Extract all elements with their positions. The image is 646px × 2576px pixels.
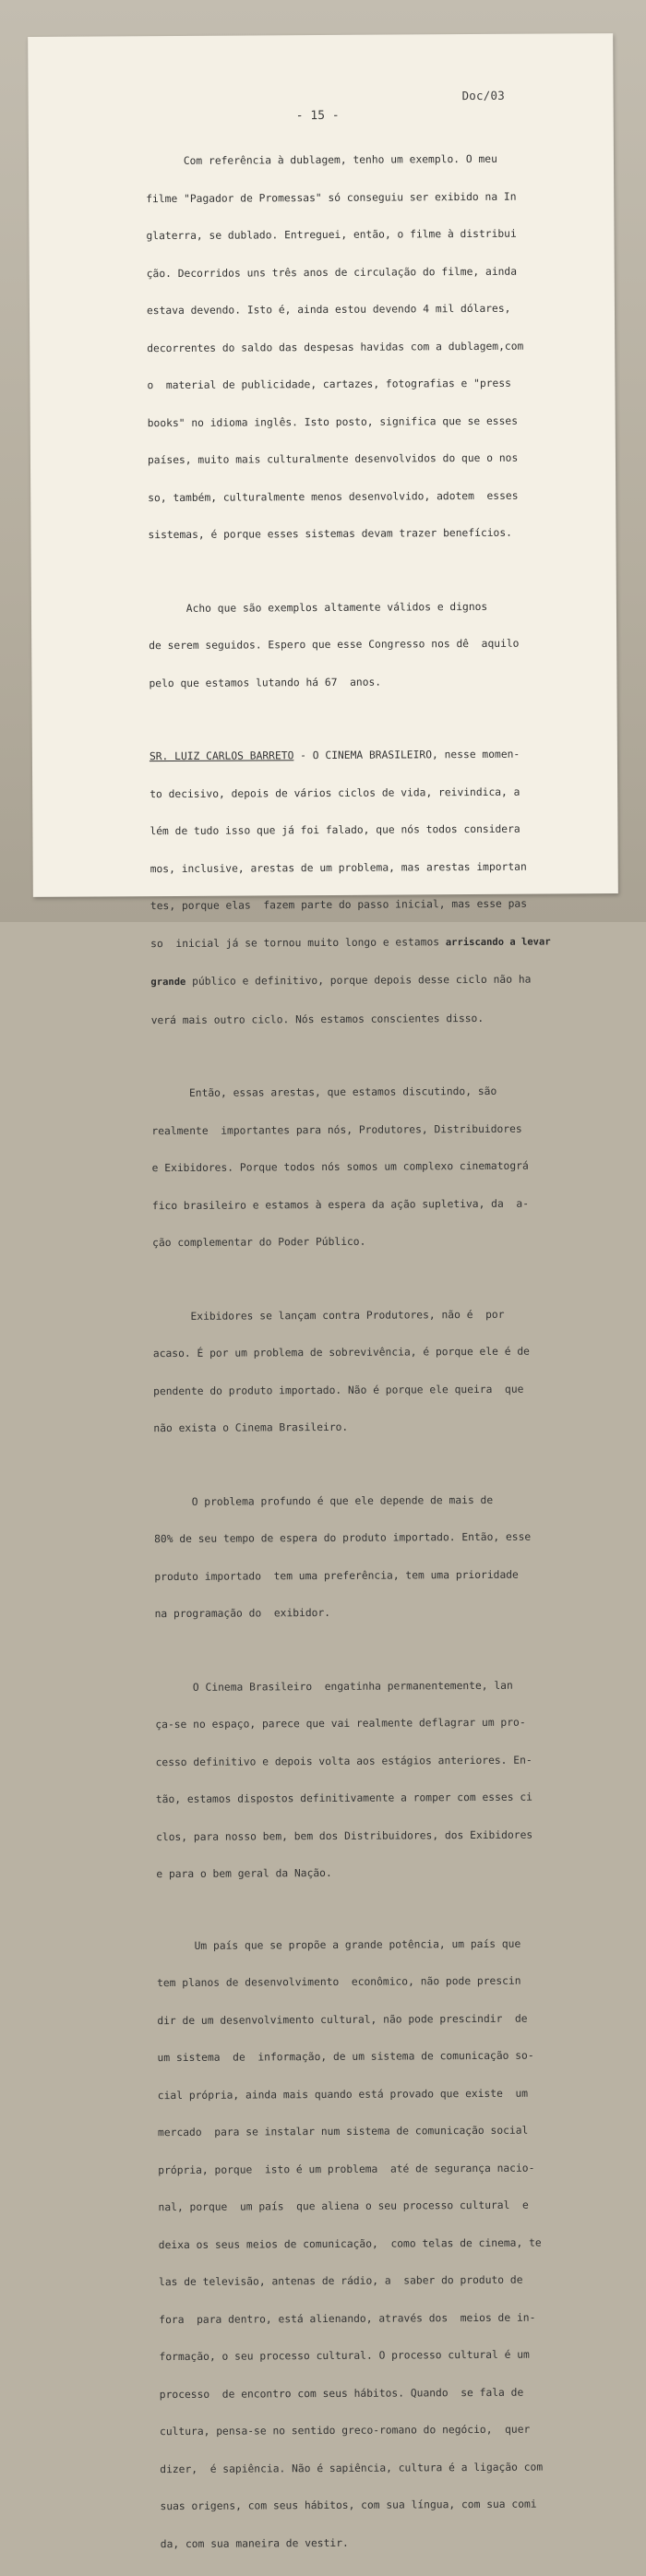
paragraph-speaker-barreto — [150, 723, 585, 1051]
text-line — [150, 935, 584, 951]
text-line: Acho que são exemplos altamente válidos e dignos — [148, 600, 488, 615]
text-line: cial própria, ainda mais quando está provado que existe um — [157, 2087, 529, 2102]
text-line: mercado para se instalar num sistema de comunicação social — [157, 2124, 529, 2139]
text-line: própria, porque isto é um problema até de segurança nacio- — [158, 2162, 535, 2176]
text-line: ção. Decorridos uns três anos de circulação do filme, ainda — [146, 265, 518, 280]
text-line: um sistema de informação, de um sistema de comunicação so- — [157, 2049, 534, 2065]
text-line: ça-se no espaço, parece que vai realmente deflagrar um pro- — [155, 1716, 526, 1731]
text-line: de serem seguidos. Espero que esse Congresso nos dê aquilo — [149, 637, 520, 653]
text-line: dizer, é sapiência. Não é sapiência, cultura é a ligação com — [160, 2461, 544, 2475]
text-line: glaterra, se dublado. Entreguei, então, o filme à distribui — [146, 227, 517, 243]
paragraph-exibidores — [152, 1283, 587, 1460]
text-line: nal, porque um país que aliena o seu processo cultural e — [158, 2199, 529, 2214]
text-line: mos, inclusive, arestas de um problema, mas arestas importan — [150, 860, 527, 875]
text-line: tão, estamos dispostos definitivamente a romper com esses ci — [155, 1791, 532, 1806]
text-line: e Exibidores. Porque todos nós somos um complexo cinematográ — [151, 1159, 529, 1175]
text-line: formação, o seu processo cultural. O processo cultural é um — [159, 2348, 530, 2364]
paragraph-problema — [154, 1468, 589, 1646]
text-line: e para o bem geral da Nação. — [156, 1866, 332, 1881]
text-line: sistemas, é porque esses sistemas devam trazer benefícios. — [148, 526, 512, 542]
text-line: acaso. É por um problema de sobrevivência, é porque ele é de — [152, 1345, 530, 1360]
text-line: cultura, pensa-se no sentido greco-romano do negócio, quer — [159, 2423, 531, 2438]
paragraph-cinema-brasileiro — [155, 1654, 591, 1906]
text-line: Com referência à dublagem, tenho um exemplo. O meu — [145, 152, 497, 168]
text-line: não exista o Cinema Brasileiro. — [153, 1420, 349, 1435]
text-line: so, também, culturalmente menos desenvolvido, adotem esses — [148, 489, 519, 504]
page-number: - 15 - — [295, 108, 340, 124]
typed-correction: arriscando a levar — [445, 936, 551, 948]
text-line: da, com sua maneira de vestir. — [160, 2536, 349, 2550]
text-line: verá mais outro ciclo. Nós estamos conscientes disso. — [150, 1012, 484, 1026]
text-line: fico brasileiro e estamos à espera da ação supletiva, da a- — [151, 1197, 530, 1212]
paragraph-examples — [149, 575, 583, 714]
speaker-name: SR. LUIZ CARLOS BARRETO — [149, 749, 294, 763]
text-line: realmente importantes para nós, Produtores, Distribuidores — [151, 1122, 522, 1137]
document-body — [146, 127, 594, 2575]
text-line — [150, 973, 584, 988]
text-line: cesso definitivo e depois volta aos estágios anteriores. En- — [155, 1754, 532, 1768]
text-line: tes, porque elas fazem parte do passo inicial, mas esse pas — [150, 897, 528, 913]
text-line: fora para dentro, está alienando, através dos meios de in- — [159, 2311, 536, 2326]
text-line: estava devendo. Isto é, ainda estou devendo 4 mil dólares, — [146, 302, 511, 318]
text-line — [150, 748, 583, 762]
text-line: Um país que se propõe a grande potência, um país que — [156, 1937, 521, 1952]
text-line: lém de tudo isso que já foi falado, que nós todos considera — [150, 822, 520, 838]
text-line: na programação do exibidor. — [154, 1606, 331, 1621]
text-line: deixa os seus meios de comunicação, como telas de cinema, te — [158, 2236, 542, 2251]
document-page — [28, 33, 618, 2550]
text-line: pendente do produto importado. Não é porque ele queira que — [153, 1383, 524, 1397]
text-fragment: - O CINEMA BRASILEIRO, nesse momen- — [293, 748, 520, 762]
text-line: pelo que estamos lutando há 67 anos. — [149, 676, 382, 689]
text-line: decorrentes do saldo das despesas havidas com a dublagem,com — [147, 340, 524, 354]
text-line: processo de encontro com seus hábitos. Quando se fala de — [159, 2386, 524, 2401]
text-line: books" no idioma inglês. Isto posto, significa que se esses — [147, 414, 519, 429]
text-line: suas origens, com seus hábitos, com sua língua, com sua comi — [160, 2498, 537, 2513]
document-reference: Doc/03 — [461, 88, 505, 103]
text-line: países, muito mais culturalmente desenvolvidos do que o nos — [147, 451, 519, 467]
text-line: 80% de seu tempo de espera do produto importado. Então, esse — [154, 1530, 532, 1546]
text-line: Exibidores se lançam contra Produtores, não é por — [152, 1308, 505, 1323]
text-line: O problema profundo é que ele depende de mais de — [153, 1493, 494, 1508]
paragraph-dubbing — [146, 127, 582, 566]
text-line: o material de publicidade, cartazes, fotografias e "press — [147, 377, 511, 392]
text-line: tem planos de desenvolvimento econômico, não pode prescin — [157, 1974, 521, 1990]
text-line: clos, para nosso bem, bem dos Distribuidores, dos Exibidores — [156, 1828, 533, 1843]
paragraph-pais — [157, 1912, 594, 2575]
text-fragment: so inicial já se tornou muito longo e estamos — [150, 935, 446, 950]
text-line: filme "Pagador de Promessas" só conseguiu ser exibido na In — [146, 190, 517, 205]
text-line: ção complementar do Poder Público. — [152, 1235, 366, 1250]
text-line: las de televisão, antenas de rádio, a saber do produto de — [158, 2273, 523, 2289]
paragraph-arestas — [151, 1060, 586, 1274]
text-line: dir de um desenvolvimento cultural, não pode prescindir de — [157, 2012, 528, 2027]
typed-correction: grande — [150, 976, 186, 988]
text-line: O Cinema Brasileiro engatinha permanentemente, lan — [155, 1679, 513, 1694]
text-line: to decisivo, depois de vários ciclos de vida, reivindica, a — [150, 785, 520, 800]
text-line: Então, essas arestas, que estamos discutindo, são — [151, 1084, 497, 1100]
text-fragment: público e definitivo, porque depois desse ciclo não ha — [185, 973, 532, 988]
text-line: produto importado tem uma preferência, tem uma prioridade — [154, 1568, 519, 1583]
